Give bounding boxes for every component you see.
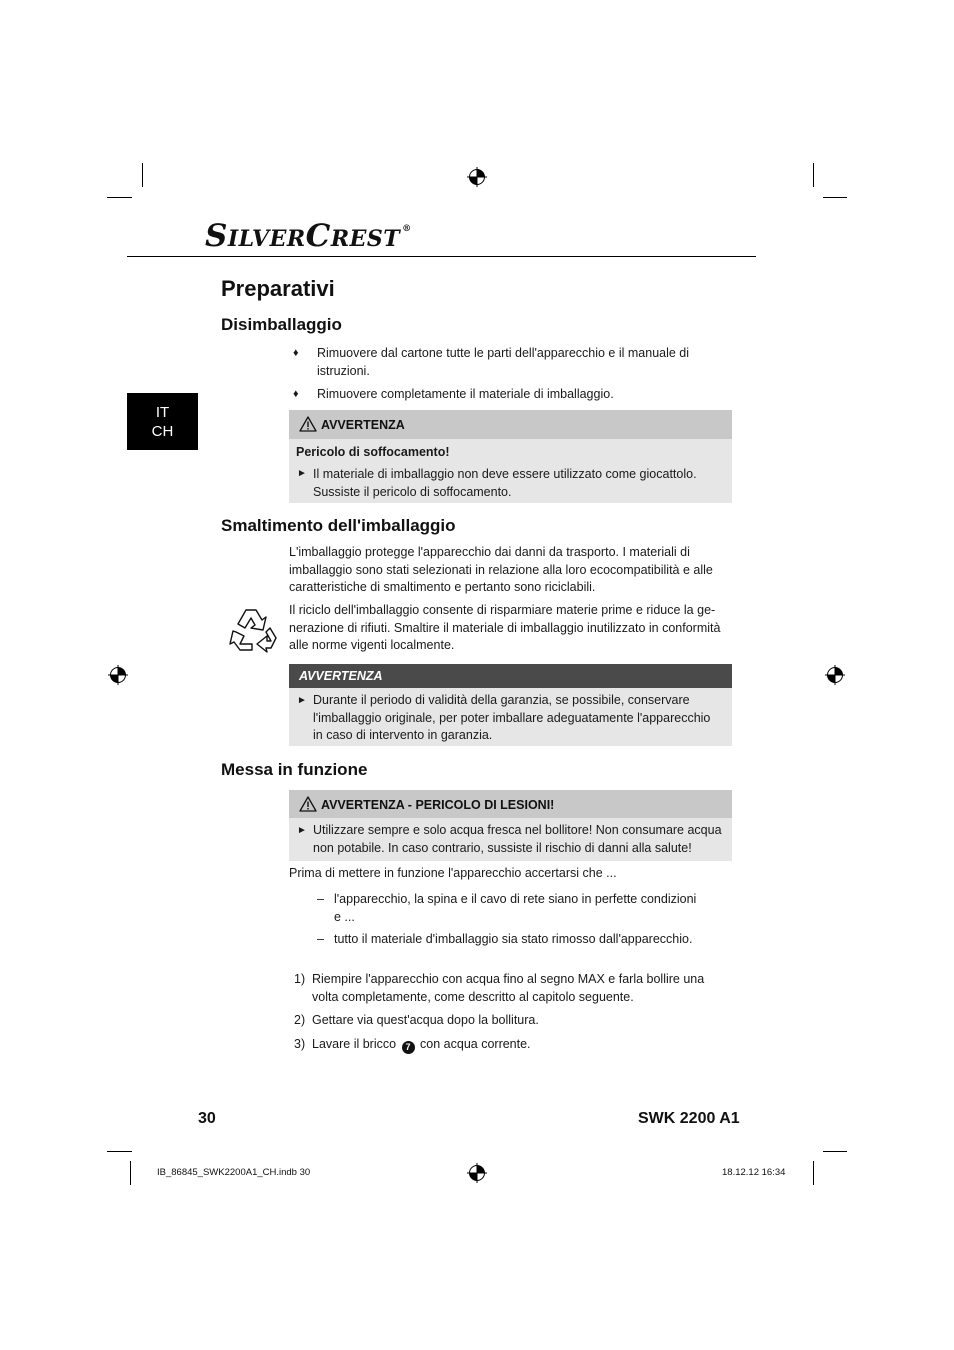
warning-box [289, 410, 732, 503]
crop-mark [107, 1151, 132, 1152]
registered-mark: ® [402, 224, 412, 234]
step-number: 2) [294, 1013, 306, 1027]
warning-text-line: non potabile. In caso contrario, sussiste il rischio di danni alla salute! [313, 840, 692, 855]
intro-text: Prima di mettere in funzione l'apparecchio accertarsi che ... [289, 866, 617, 880]
warning-text-line: in caso di intervento in garanzia. [313, 728, 493, 742]
list-item-text: Rimuovere dal cartone tutte le parti dell'apparecchio e il manuale di [317, 346, 690, 360]
paragraph [289, 544, 713, 597]
country-code: CH [151, 423, 174, 440]
registration-mark-icon [108, 665, 128, 685]
step-number: 3) [294, 1037, 306, 1051]
warning-text-line: Sussiste il pericolo di soffocamento. [313, 484, 512, 499]
arrow-icon: ► [297, 825, 307, 836]
crop-mark [107, 197, 132, 198]
paragraph-line: Il riciclo dell'imballaggio consente di risparmiare materie prime e riduce la ge- [289, 603, 716, 617]
paragraph-line: alle norme vigenti localmente. [289, 638, 455, 652]
language-code: IT [155, 404, 170, 421]
crop-mark [823, 1151, 847, 1152]
arrow-icon: ► [297, 695, 307, 706]
crop-mark [813, 1161, 814, 1185]
warning-text-line: Il materiale di imballaggio non deve essere utilizzato come giocattolo. [313, 467, 697, 481]
step-text-part: Lavare il bricco [312, 1037, 397, 1051]
step-text [312, 1036, 531, 1054]
warning-text [313, 692, 710, 745]
warning-text [313, 822, 722, 857]
warning-header [289, 664, 732, 688]
dash-glyph: – [317, 892, 324, 906]
logo-letters: REST [330, 226, 401, 252]
warning-text-line: Utilizzare sempre e solo acqua fresca nel bollitore! Non consumare acqua [313, 823, 722, 837]
list-item-text: l'apparecchio, la spina e il cavo di rete siano in perfette condizioni [334, 892, 697, 906]
warning-box [289, 664, 732, 746]
list-item: tutto il materiale d'imballaggio sia stato rimosso dall'apparecchio. [334, 932, 693, 946]
step-text [312, 971, 704, 1006]
section-heading-unpacking: Disimballaggio [221, 315, 342, 334]
warning-label: AVVERTENZA - PERICOLO DI LESIONI! [321, 798, 555, 812]
part-number-badge: 7 [402, 1041, 415, 1054]
warning-triangle-icon [299, 416, 317, 432]
warning-label: AVVERTENZA [321, 418, 405, 432]
registration-mark-icon [467, 1163, 487, 1183]
crop-mark [813, 163, 814, 187]
dash-glyph: – [317, 932, 324, 946]
recycling-icon [226, 604, 284, 660]
page-title: Preparativi [221, 276, 335, 301]
section-heading-startup: Messa in funzione [221, 760, 368, 779]
crop-mark [130, 1161, 131, 1185]
paragraph-line: nerazione di rifiuti. Smaltire il materiale di imballaggio inutilizzato in conformità [289, 620, 721, 635]
list-item [334, 891, 696, 926]
warning-header [289, 790, 732, 818]
list-item-text: e ... [334, 909, 355, 924]
bullet-icon: ♦ [293, 347, 299, 359]
crop-mark [142, 163, 143, 187]
step-text-line: volta completamente, come descritto al capitolo seguente. [312, 989, 634, 1004]
list-item [317, 345, 689, 380]
page-number: 30 [198, 1110, 216, 1127]
warning-subheading: Pericolo di soffocamento! [296, 445, 450, 459]
warning-label: AVVERTENZA [299, 669, 383, 683]
header-rule [127, 256, 756, 257]
print-slug-file: IB_86845_SWK2200A1_CH.indb 30 [157, 1167, 311, 1178]
logo-letter: C [305, 218, 331, 254]
list-item: Rimuovere completamente il materiale di imballaggio. [317, 387, 614, 401]
step-number: 1) [294, 972, 306, 986]
paragraph [289, 602, 720, 655]
paragraph-line: L'imballaggio protegge l'apparecchio dai danni da trasporto. I materiali di [289, 545, 690, 559]
warning-header [289, 410, 732, 439]
warning-box [289, 790, 732, 861]
step-text-part: con acqua corrente. [420, 1037, 531, 1051]
model-number: SWK 2200 A1 [638, 1110, 740, 1127]
crop-mark [823, 197, 847, 198]
paragraph-line: caratteristiche di smaltimento e pertanto sono riciclabili. [289, 580, 596, 594]
print-slug-date: 18.12.12 16:34 [722, 1167, 786, 1178]
bullet-icon: ♦ [293, 388, 299, 400]
warning-text-line: l'imballaggio originale, per poter imballare adeguatamente l'apparecchio [313, 710, 711, 725]
language-tab [127, 393, 198, 450]
registration-mark-icon [825, 665, 845, 685]
warning-text [313, 466, 697, 501]
warning-triangle-icon [299, 796, 317, 812]
registration-mark-icon [467, 167, 487, 187]
paragraph-line: imballaggio sono stati selezionati in relazione alla loro ecocompatibilità e alle [289, 562, 713, 577]
logo-letter: S [205, 218, 228, 254]
section-heading-disposal: Smaltimento dell'imballaggio [221, 516, 456, 535]
list-item-text: istruzioni. [317, 363, 370, 378]
step-text-line: Riempire l'apparecchio con acqua fino al segno MAX e farla bollire una [312, 972, 705, 986]
step-text: Gettare via quest'acqua dopo la bollitura. [312, 1013, 539, 1027]
logo-letters: ILVER [227, 226, 306, 252]
arrow-icon: ► [297, 468, 307, 479]
warning-text-line: Durante il periodo di validità della garanzia, se possibile, conservare [313, 693, 690, 707]
brand-logo [205, 218, 412, 252]
